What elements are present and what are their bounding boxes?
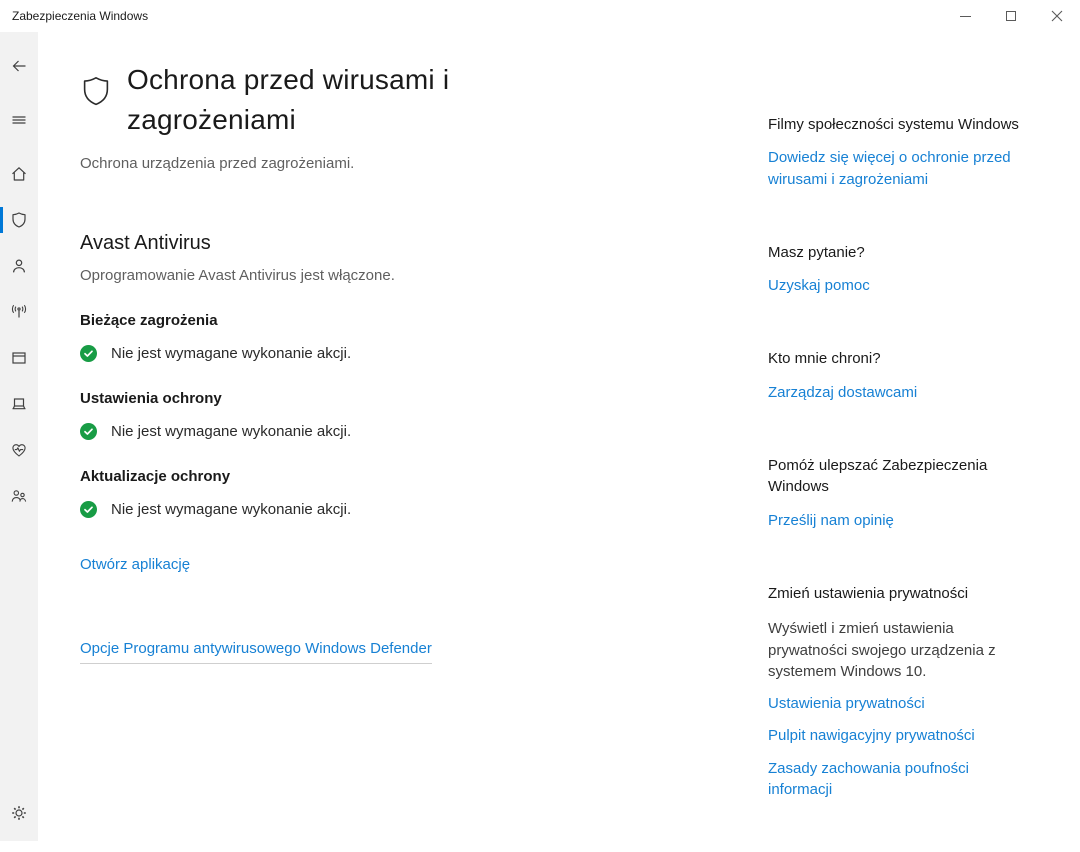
section-heading-protection-settings: Ustawienia ochrony bbox=[80, 390, 222, 408]
open-app-link[interactable]: Otwórz aplikację bbox=[80, 556, 191, 574]
status-row bbox=[80, 501, 700, 518]
sidebar-item-device-performance[interactable] bbox=[0, 430, 38, 470]
manage-providers-link[interactable]: Zarządzaj dostawcami bbox=[768, 383, 918, 401]
titlebar bbox=[0, 0, 1080, 32]
get-help-link[interactable]: Uzyskaj pomoc bbox=[768, 277, 870, 295]
status-row bbox=[80, 345, 700, 362]
aside-heading: Masz pytanie? bbox=[768, 243, 865, 261]
sidebar-item-home[interactable] bbox=[0, 154, 38, 194]
aside-heading: Kto mnie chroni? bbox=[768, 350, 881, 368]
check-circle-icon bbox=[80, 501, 97, 518]
status-row bbox=[80, 423, 700, 440]
minimize-icon bbox=[960, 16, 971, 17]
check-circle-icon bbox=[80, 423, 97, 440]
sidebar-item-app-browser-control[interactable] bbox=[0, 338, 38, 378]
window-controls bbox=[942, 0, 1080, 32]
section-heading-protection-updates: Aktualizacje ochrony bbox=[80, 468, 231, 486]
aside-section-privacy-settings bbox=[768, 583, 1022, 800]
page-subtitle: Ochrona urządzenia przed zagrożeniami. bbox=[80, 155, 355, 173]
page-header bbox=[80, 60, 700, 140]
aside-column bbox=[768, 114, 1022, 852]
person-icon bbox=[10, 257, 28, 275]
heart-pulse-icon bbox=[10, 441, 28, 459]
sidebar-item-settings[interactable] bbox=[0, 793, 38, 833]
aside-heading: Pomóż ulepszać Zabezpieczenia Windows bbox=[768, 457, 988, 496]
aside-heading: Zmień ustawienia prywatności bbox=[768, 584, 969, 602]
gear-icon bbox=[10, 804, 28, 822]
aside-heading: Filmy społeczności systemu Windows bbox=[768, 116, 1019, 133]
privacy-statement-link[interactable]: Zasady zachowania poufności informacji bbox=[768, 759, 969, 799]
provider-status: Oprogramowanie Avast Antivirus jest włączone. bbox=[80, 267, 395, 285]
sidebar-item-firewall-network[interactable] bbox=[0, 292, 38, 332]
learn-more-link[interactable]: Dowiedz się więcej o ochronie przed wirusami i zagrożeniami bbox=[768, 149, 1011, 188]
privacy-settings-link[interactable]: Ustawienia prywatności bbox=[768, 695, 925, 713]
home-icon bbox=[10, 165, 28, 183]
status-text: Nie jest wymagane wykonanie akcji. bbox=[111, 345, 352, 363]
sidebar bbox=[0, 32, 38, 841]
menu-icon bbox=[10, 111, 28, 129]
close-icon bbox=[1051, 10, 1063, 22]
check-circle-icon bbox=[80, 345, 97, 362]
sidebar-item-family-options[interactable] bbox=[0, 476, 38, 516]
back-button[interactable] bbox=[0, 46, 38, 86]
window-title: Zabezpieczenia Windows bbox=[12, 9, 149, 23]
defender-options-link[interactable]: Opcje Programu antywirusowego Windows Defender bbox=[80, 640, 432, 664]
virus-protection-shield-icon bbox=[80, 74, 112, 108]
maximize-button[interactable] bbox=[988, 0, 1034, 32]
family-icon bbox=[10, 487, 28, 505]
shield-icon bbox=[10, 211, 28, 229]
sidebar-item-account-protection[interactable] bbox=[0, 246, 38, 286]
status-text: Nie jest wymagane wykonanie akcji. bbox=[111, 501, 352, 519]
status-text: Nie jest wymagane wykonanie akcji. bbox=[111, 423, 352, 441]
sidebar-item-virus-protection[interactable] bbox=[0, 200, 38, 240]
send-feedback-link[interactable]: Prześlij nam opinię bbox=[768, 511, 894, 529]
aside-section-question bbox=[768, 242, 1022, 297]
app-window-icon bbox=[10, 349, 28, 367]
page-title: Ochrona przed wirusami i zagrożeniami bbox=[127, 64, 450, 136]
aside-section-who-protects-me bbox=[768, 348, 1022, 403]
selected-indicator bbox=[0, 207, 3, 233]
minimize-button[interactable] bbox=[942, 0, 988, 32]
section-heading-current-threats: Bieżące zagrożenia bbox=[80, 312, 218, 330]
provider-name: Avast Antivirus bbox=[80, 232, 211, 255]
privacy-description: Wyświetl i zmień ustawienia prywatności swojego urządzenia z systemem Windows 10. bbox=[768, 620, 996, 680]
maximize-icon bbox=[1006, 11, 1016, 21]
close-button[interactable] bbox=[1034, 0, 1080, 32]
network-icon bbox=[10, 303, 28, 321]
aside-section-community-videos bbox=[768, 114, 1022, 190]
sidebar-item-device-security[interactable] bbox=[0, 384, 38, 424]
main-column bbox=[80, 60, 700, 664]
content-area bbox=[38, 32, 1080, 841]
menu-button[interactable] bbox=[0, 100, 38, 140]
back-arrow-icon bbox=[10, 57, 28, 75]
aside-section-improve-security bbox=[768, 455, 1022, 531]
privacy-dashboard-link[interactable]: Pulpit nawigacyjny prywatności bbox=[768, 727, 975, 745]
laptop-icon bbox=[10, 395, 28, 413]
